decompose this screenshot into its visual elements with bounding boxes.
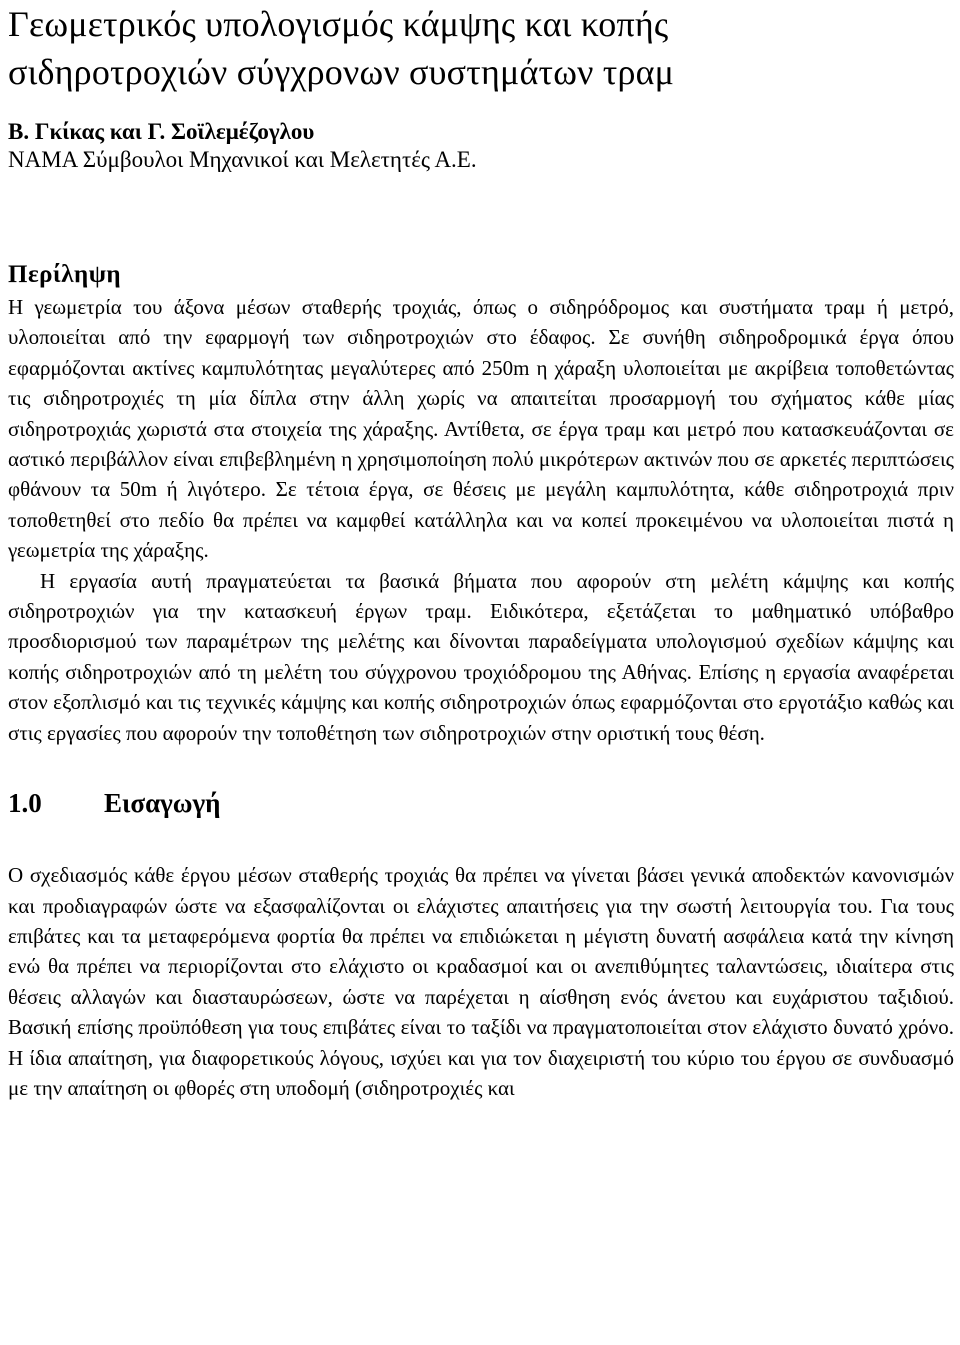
author-names: Β. Γκίκας και Γ. Σοϊλεμέζογλου bbox=[8, 119, 315, 144]
title-line-2: σιδηροτροχιών σύγχρονων συστημάτων τραμ bbox=[8, 52, 675, 92]
section-number: 1.0 bbox=[8, 788, 42, 819]
introduction-paragraph-1: Ο σχεδιασμός κάθε έργου μέσων σταθερής τροχιάς θα πρέπει να γίνεται βάσει γενικά αποδεκτών κανονισμών και προδιαγραφών ώστε να εξασφαλίζονται οι ελάχιστες απαιτήσεις για την σωστή λειτουργία του. Για τους επιβάτες και τα μεταφερόμενα φορτία θα πρέπει να επιδιώκεται η μέγιστη δυνατή ασφάλεια κατά την κίνηση ενώ θα πρέπει να περιορίζονται στο ελάχιστο οι κραδασμοί και οι ανεπιθύμητες ταλαντώσεις, ιδιαίτερα στις θέσεις αλλαγών και διασταυρώσεων, ώστε να παρέχεται η αίσθηση ενός άνετου και ευχάριστου ταξιδιού. Βασική επίσης προϋπόθεση για τους επιβάτες είναι το ταξίδι να πραγματοποιείται στον ελάχιστο δυνατό χρόνο. Η ίδια απαίτηση, για διαφορετικούς λόγους, ισχύει και για τον διαχειριστή του κύριο του έργου σε συνδυασμό με την απαίτηση οι φθορές στη υποδομή (σιδηροτροχιές και bbox=[8, 863, 954, 1100]
abstract-heading: Περίληψη bbox=[8, 261, 122, 288]
section-heading-introduction bbox=[8, 786, 954, 820]
abstract-paragraph-1: Η γεωμετρία του άξονα μέσων σταθερής τροχιάς, όπως ο σιδηρόδρομος και συστήματα τραμ ή μετρό, υλοποιείται από την εφαρμογή των σιδηροτροχιών στο έδαφος. Σε συνήθη σιδηροδρομικά έργα όπου εφαρμόζονται ακτίνες καμπυλότητας μεγαλύτερες από 250m η χάραξη υλοποιείται με ακρίβεια τοποθετώντας τις σιδηροτροχιές τη μία δίπλα στην άλλη χωρίς να απαιτείται προσαρμογή του σχήματος κάθε μίας σιδηροτροχιάς χωριστά στα στοιχεία της χάραξης. Αντίθετα, σε έργα τραμ και μετρό που κατασκευάζονται σε αστικό περιβάλλον είναι επιβεβλημένη η χρησιμοποίηση πολύ μικρότερων ακτινών που σε αρκετές περιπτώσεις φθάνουν τα 50m ή λιγότερο. Σε τέτοια έργα, σε θέσεις με μεγάλη καμπυλότητα, κάθε σιδηροτροχιά πριν τοποθετηθεί στο πεδίο θα πρέπει να καμφθεί κατάλληλα και να κοπεί προκειμένου να υλοποιείται πιστά η γεωμετρία της χάραξης. bbox=[8, 295, 954, 563]
authors bbox=[8, 118, 954, 174]
title-line-1: Γεωμετρικός υπολογισμός κάμψης και κοπής bbox=[8, 4, 669, 44]
affiliation: ΝΑΜΑ Σύμβουλοι Μηχανικοί και Μελετητές Α.Ε. bbox=[8, 147, 477, 172]
document-title bbox=[8, 0, 954, 96]
document-page bbox=[8, 0, 954, 1103]
section-title: Εισαγωγή bbox=[104, 788, 221, 819]
abstract-paragraph-2: Η εργασία αυτή πραγματεύεται τα βασικά βήματα που αφορούν στη μελέτη κάμψης και κοπής σιδηροτροχιών για την κατασκευή έργων τραμ. Ειδικότερα, εξετάζεται το μαθηματικό υπόβαθρο προσδιορισμού των παραμέτρων της μελέτης και δίνονται παραδείγματα υπολογισμού σχεδίων κάμψης και κοπής σιδηροτροχιών από τη μελέτη του σύγχρονου τροχιόδρομου της Αθήνας. Επίσης η εργασία αναφέρεται στον εξοπλισμό και τις τεχνικές κάμψης και κοπής σιδηροτροχιών όπως εφαρμόζονται στο εργοτάξιο καθώς και στις εργασίες που αφορούν την τοποθέτηση των σιδηροτροχιών στην οριστική τους θέση. bbox=[8, 568, 954, 745]
